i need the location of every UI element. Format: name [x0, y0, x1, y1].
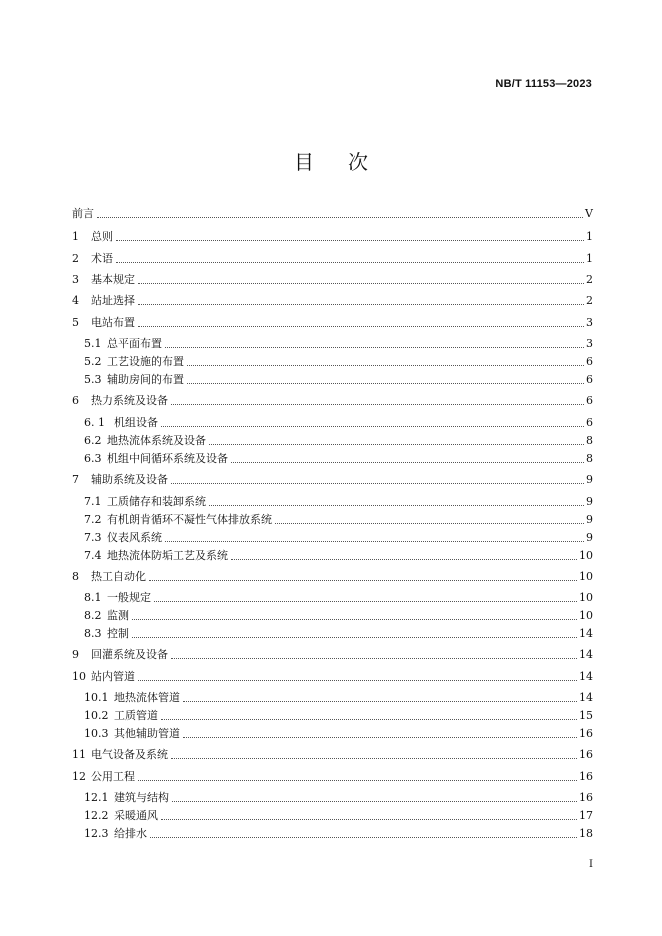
toc-entry-label: 站内管道 — [91, 670, 135, 683]
toc-subentry[interactable] — [72, 371, 593, 387]
toc-entry-page: 9 — [586, 513, 593, 526]
toc-subentry[interactable] — [72, 689, 593, 705]
dot-leader — [97, 217, 583, 218]
toc-entry[interactable] — [72, 271, 593, 287]
toc-entry[interactable] — [72, 228, 593, 244]
toc-entry-page: 16 — [579, 770, 593, 783]
toc-entry-number: 5 — [72, 316, 79, 329]
dot-leader — [138, 680, 577, 681]
toc-entry-label: 回灌系统及设备 — [91, 648, 168, 661]
toc-entry-label: 地热流体系统及设备 — [107, 434, 206, 447]
toc-subentry[interactable] — [72, 707, 593, 723]
toc-entry-page: 6 — [586, 394, 593, 407]
dot-leader — [116, 240, 584, 241]
toc-entry-label: 总则 — [91, 230, 113, 243]
toc-entry-number: 8.1 — [84, 591, 102, 604]
toc-subentry[interactable] — [72, 493, 593, 509]
toc-entry-page: 16 — [579, 727, 593, 740]
toc-entry-label: 监测 — [107, 609, 129, 622]
toc-entry-page: 10 — [579, 549, 593, 562]
standard-code: NB/T 11153—2023 — [495, 78, 592, 90]
toc-subentry[interactable] — [72, 789, 593, 805]
toc-entry-number: 9 — [72, 648, 79, 661]
toc-subentry[interactable] — [72, 450, 593, 466]
toc-entry-label: 热工自动化 — [91, 570, 146, 583]
toc-entry[interactable] — [72, 250, 593, 266]
toc-entry-label: 采暖通风 — [114, 809, 158, 822]
dot-leader — [183, 737, 577, 738]
toc-subentry[interactable] — [72, 589, 593, 605]
toc-entry-number: 7.2 — [84, 513, 102, 526]
dot-leader — [138, 304, 584, 305]
dot-leader — [231, 559, 577, 560]
toc-entry-number: 3 — [72, 273, 79, 286]
toc-entry-number: 4 — [72, 294, 79, 307]
dot-leader — [154, 601, 577, 602]
footer-page-number: I — [589, 859, 593, 870]
toc-entry-label: 地热流体管道 — [114, 691, 180, 704]
toc-entry-page: 10 — [579, 609, 593, 622]
toc-entry-page: 10 — [579, 570, 593, 583]
toc-entry-label: 给排水 — [114, 827, 147, 840]
dot-leader — [171, 483, 584, 484]
dot-leader — [172, 801, 577, 802]
toc-subentry[interactable] — [72, 529, 593, 545]
toc-entry-label: 术语 — [91, 252, 113, 265]
toc-entry-page: 6 — [586, 355, 593, 368]
toc-entry-label: 公用工程 — [91, 770, 135, 783]
toc-entry-number: 6. 1 — [84, 416, 105, 429]
toc-entry-page: 2 — [586, 273, 593, 286]
dot-leader — [171, 404, 584, 405]
toc-entry-page: 2 — [586, 294, 593, 307]
toc-subentry[interactable] — [72, 607, 593, 623]
dot-leader — [165, 541, 584, 542]
toc-entry-page: 14 — [579, 670, 593, 683]
toc-entry-label: 机组设备 — [114, 416, 158, 429]
toc-entry-label: 其他辅助管道 — [114, 727, 180, 740]
toc-subentry[interactable] — [72, 511, 593, 527]
dot-leader — [138, 283, 584, 284]
toc-entry-number: 10.3 — [84, 727, 109, 740]
toc-subentry[interactable] — [72, 414, 593, 430]
toc-entry-page: 1 — [586, 230, 593, 243]
toc-entry-label: 工质管道 — [114, 709, 158, 722]
toc-entry-label: 地热流体防垢工艺及系统 — [107, 549, 228, 562]
toc-subentry[interactable] — [72, 825, 593, 841]
toc-entry-page: 17 — [579, 809, 593, 822]
dot-leader — [275, 523, 584, 524]
toc-entry-label: 辅助系统及设备 — [91, 473, 168, 486]
dot-leader — [116, 262, 584, 263]
toc-entry-page: 6 — [586, 373, 593, 386]
page-title: 目次 — [294, 150, 402, 174]
dot-leader — [132, 637, 577, 638]
toc-entry-number: 5.3 — [84, 373, 102, 386]
toc-entry-label: 工质储存和装卸系统 — [107, 495, 206, 508]
toc-entry-label: 有机朗肯循环不凝性气体排放系统 — [107, 513, 272, 526]
toc-entry[interactable] — [72, 292, 593, 308]
toc-entry-page: V — [585, 207, 593, 220]
dot-leader — [149, 580, 577, 581]
toc-entry-number: 8 — [72, 570, 79, 583]
dot-leader — [161, 819, 577, 820]
toc-entry-page: 6 — [586, 416, 593, 429]
toc-subentry[interactable] — [72, 547, 593, 563]
dot-leader — [165, 347, 584, 348]
toc-entry-number: 5.2 — [84, 355, 102, 368]
toc-entry-number: 10.1 — [84, 691, 109, 704]
toc-subentry[interactable] — [72, 725, 593, 741]
toc-entry-label: 站址选择 — [91, 294, 135, 307]
toc-entry-number: 7.3 — [84, 531, 102, 544]
toc-entry-label: 辅助房间的布置 — [107, 373, 184, 386]
toc-entry-number: 7.4 — [84, 549, 102, 562]
toc-entry-number: 11 — [72, 748, 86, 761]
toc-entry-number: 12.3 — [84, 827, 109, 840]
dot-leader — [138, 780, 577, 781]
toc-entry[interactable] — [72, 668, 593, 684]
toc-entry-number: 7.1 — [84, 495, 102, 508]
toc-entry-label: 一般规定 — [107, 591, 151, 604]
toc-entry-page: 9 — [586, 473, 593, 486]
toc-entry-label: 总平面布置 — [107, 337, 162, 350]
dot-leader — [161, 719, 577, 720]
toc-entry[interactable] — [72, 568, 593, 584]
toc-entry-page: 3 — [586, 316, 593, 329]
toc-entry-page: 15 — [579, 709, 593, 722]
toc-entry-number: 6.3 — [84, 452, 102, 465]
dot-leader — [209, 505, 584, 506]
toc-entry-label: 仪表风系统 — [107, 531, 162, 544]
toc-entry-label: 电站布置 — [91, 316, 135, 329]
dot-leader — [161, 426, 584, 427]
toc-entry-label: 建筑与结构 — [114, 791, 169, 804]
toc-entry-label: 工艺设施的布置 — [107, 355, 184, 368]
toc-subentry[interactable] — [72, 353, 593, 369]
toc-entry-number: 5.1 — [84, 337, 102, 350]
toc-entry-number: 6.2 — [84, 434, 102, 447]
toc-entry-page: 9 — [586, 531, 593, 544]
toc-entry-label: 机组中间循环系统及设备 — [107, 452, 228, 465]
toc-entry-number: 12 — [72, 770, 86, 783]
toc-entry-label: 基本规定 — [91, 273, 135, 286]
toc-entry-label: 前言 — [72, 207, 94, 220]
toc-entry-number: 6 — [72, 394, 79, 407]
dot-leader — [187, 365, 584, 366]
toc-entry-page: 18 — [579, 827, 593, 840]
dot-leader — [171, 758, 577, 759]
toc-entry-page: 14 — [579, 627, 593, 640]
toc-entry[interactable] — [72, 768, 593, 784]
toc-entry-page: 3 — [586, 337, 593, 350]
toc-entry[interactable] — [72, 646, 593, 662]
toc-subentry[interactable] — [72, 432, 593, 448]
dot-leader — [171, 658, 577, 659]
toc-subentry[interactable] — [72, 807, 593, 823]
toc-entry-number: 8.3 — [84, 627, 102, 640]
dot-leader — [138, 326, 584, 327]
toc-subentry[interactable] — [72, 625, 593, 641]
toc-subentry[interactable] — [72, 335, 593, 351]
dot-leader — [187, 383, 584, 384]
dot-leader — [209, 444, 584, 445]
toc-entry-number: 12.1 — [84, 791, 109, 804]
toc-entry-number: 7 — [72, 473, 79, 486]
toc-entry-number: 1 — [72, 230, 79, 243]
toc-entry-label: 电气设备及系统 — [91, 748, 168, 761]
toc-entry-number: 12.2 — [84, 809, 109, 822]
toc-entry-number: 10.2 — [84, 709, 109, 722]
toc-entry-page: 16 — [579, 791, 593, 804]
dot-leader — [183, 701, 577, 702]
dot-leader — [132, 619, 577, 620]
toc-entry[interactable] — [72, 746, 593, 762]
toc-entry[interactable] — [72, 205, 593, 221]
toc-entry-number: 2 — [72, 252, 79, 265]
toc-entry[interactable] — [72, 392, 593, 408]
toc-entry-number: 8.2 — [84, 609, 102, 622]
toc-entry-page: 8 — [586, 434, 593, 447]
toc-entry-label: 控制 — [107, 627, 129, 640]
toc-entry-number: 10 — [72, 670, 86, 683]
dot-leader — [150, 837, 577, 838]
toc-entry-page: 9 — [586, 495, 593, 508]
toc-entry-page: 10 — [579, 591, 593, 604]
toc-entry[interactable] — [72, 314, 593, 330]
toc-entry-page: 14 — [579, 691, 593, 704]
toc-entry-page: 1 — [586, 252, 593, 265]
toc-entry-page: 16 — [579, 748, 593, 761]
toc-entry-label: 热力系统及设备 — [91, 394, 168, 407]
dot-leader — [231, 462, 584, 463]
toc-entry[interactable] — [72, 471, 593, 487]
toc-entry-page: 8 — [586, 452, 593, 465]
toc-entry-page: 14 — [579, 648, 593, 661]
